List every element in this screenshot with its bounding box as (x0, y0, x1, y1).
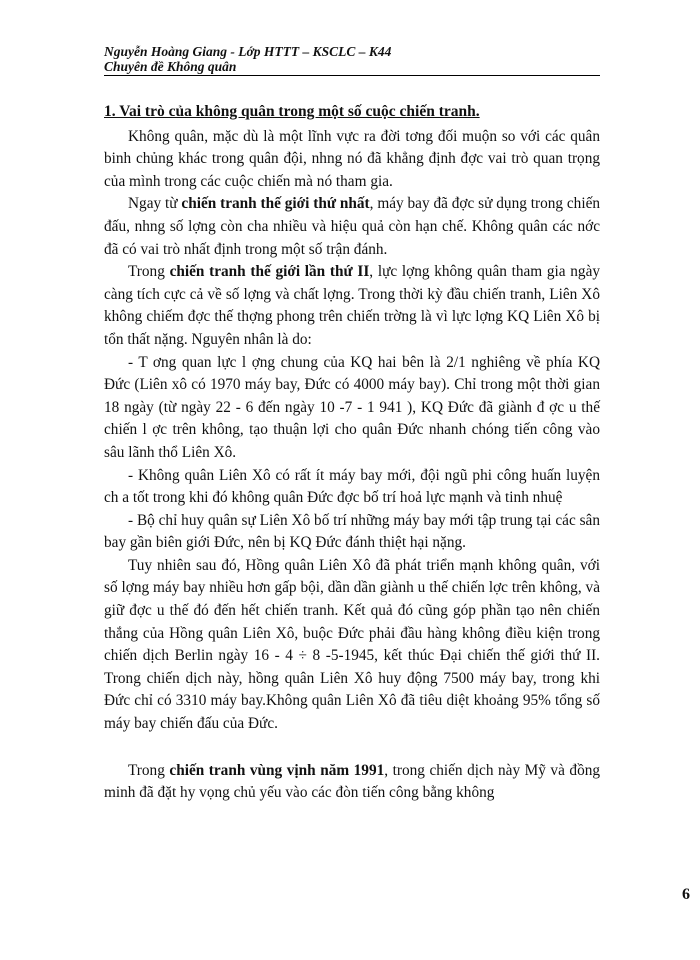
page-number: 6 (682, 886, 690, 903)
section-heading: 1. Vai trò của không quân trong một số cuộc chiến tranh. (104, 103, 480, 120)
paragraph-2-lead: Ngay từ (128, 195, 182, 213)
paragraph-5: - Không quân Liên Xô có rất ít máy bay mới, đội ngũ phi công huấn luyện ch a tốt trong khi đó không quân Đức đợc bố trí hoả lực mạnh và tinh nhuệ (104, 466, 600, 507)
paragraph-2 (104, 193, 600, 261)
header-topic-line: Chuyên đề Không quân (104, 59, 237, 74)
paragraph-4: - T ơng quan lực l ợng chung của KQ hai bên là 2/1 nghiêng về phía KQ Đức (Liên xô có 1970 máy bay, Đức có 4000 máy bay). Chỉ trong một thời gian 18 ngày (từ ngày 22 - 6 đến ngày 10 -7 - 1 941 ), KQ Đức đã giành đ ợc u thế chiến l ợc trên không, tạo thuận lợi cho quân Đức nhanh chóng tiến công vào sâu lãnh thổ Liên Xô. (104, 353, 600, 461)
header-author-line: Nguyễn Hoàng Giang - Lớp HTTT – KSCLC – K44 (104, 44, 392, 59)
paragraph-7: Tuy nhiên sau đó, Hồng quân Liên Xô đã phát triển mạnh không quân, với số lợng máy bay nhiều hơn gấp bội, dần dần giành u thế chiến lợc trên không, và giữ đợc u thế đó đến hết chiến tranh. Kết quả đó cũng góp phần tạo nên chiến thắng của Hồng quân Liên Xô, buộc Đức phải đầu hàng không điều kiện trong chiến dịch Berlin ngày 16 - 4 ÷ 8 -5-1945, kết thúc Đại chiến thế giới thứ II. Trong chiến dịch này, hồng quân Liên Xô huy động 7500 máy bay, trong khi Đức chỉ có 3310 máy bay.Không quân Liên Xô đã tiêu diệt khoảng 95% tổng số máy bay chiến đấu của Đức. (104, 556, 600, 733)
paragraph-3-lead: Trong (128, 263, 170, 281)
paragraph-8 (104, 760, 600, 805)
paragraph-3 (104, 261, 600, 351)
paragraph-3-bold: chiến tranh thế giới lần thứ II (169, 263, 370, 281)
paragraph-3-rest: , lực lợng không quân tham gia ngày càng tích cực cả về số lợng và chất lợng. Trong thời kỳ đầu chiến tranh, Liên Xô không chiếm đợc thế thợng phong trên chiến trờng là vì lực lợng KQ Liên Xô bị tổn thất nặng. Nguyên nhân là do: (104, 263, 601, 348)
document-body (104, 101, 600, 805)
paragraph-8-bold: chiến tranh vùng vịnh năm 1991 (169, 761, 385, 779)
paragraph-2-bold: chiến tranh thế giới thứ nhất (181, 195, 370, 213)
page-header (104, 44, 600, 76)
paragraph-gap (104, 736, 600, 760)
paragraph-8-rest: , trong chiến dịch này Mỹ và đồng minh đã đặt hy vọng chủ yếu vào các đòn tiến công bằng không (104, 761, 601, 802)
paragraph-6: - Bộ chỉ huy quân sự Liên Xô bố trí những máy bay mới tập trung tại các sân bay gần biên giới Đức, nên bị KQ Đức đánh thiệt hại nặng. (104, 511, 600, 552)
paragraph-2-rest: , máy bay đã đợc sử dụng trong chiến đấu, nhng số lợng còn cha nhiều và hiệu quả còn hạn chế. Không quân các nớc đã có vai trò nhất định trong một số trận đánh. (104, 195, 601, 258)
paragraph-1: Không quân, mặc dù là một lĩnh vực ra đời tơng đối muộn so với các quân binh chủng khác trong quân đội, nhng nó đã khẳng định đợc vai trò quan trọng của mình trong các cuộc chiến mà nó tham gia. (104, 127, 600, 190)
paragraph-8-lead: Trong (128, 761, 170, 779)
